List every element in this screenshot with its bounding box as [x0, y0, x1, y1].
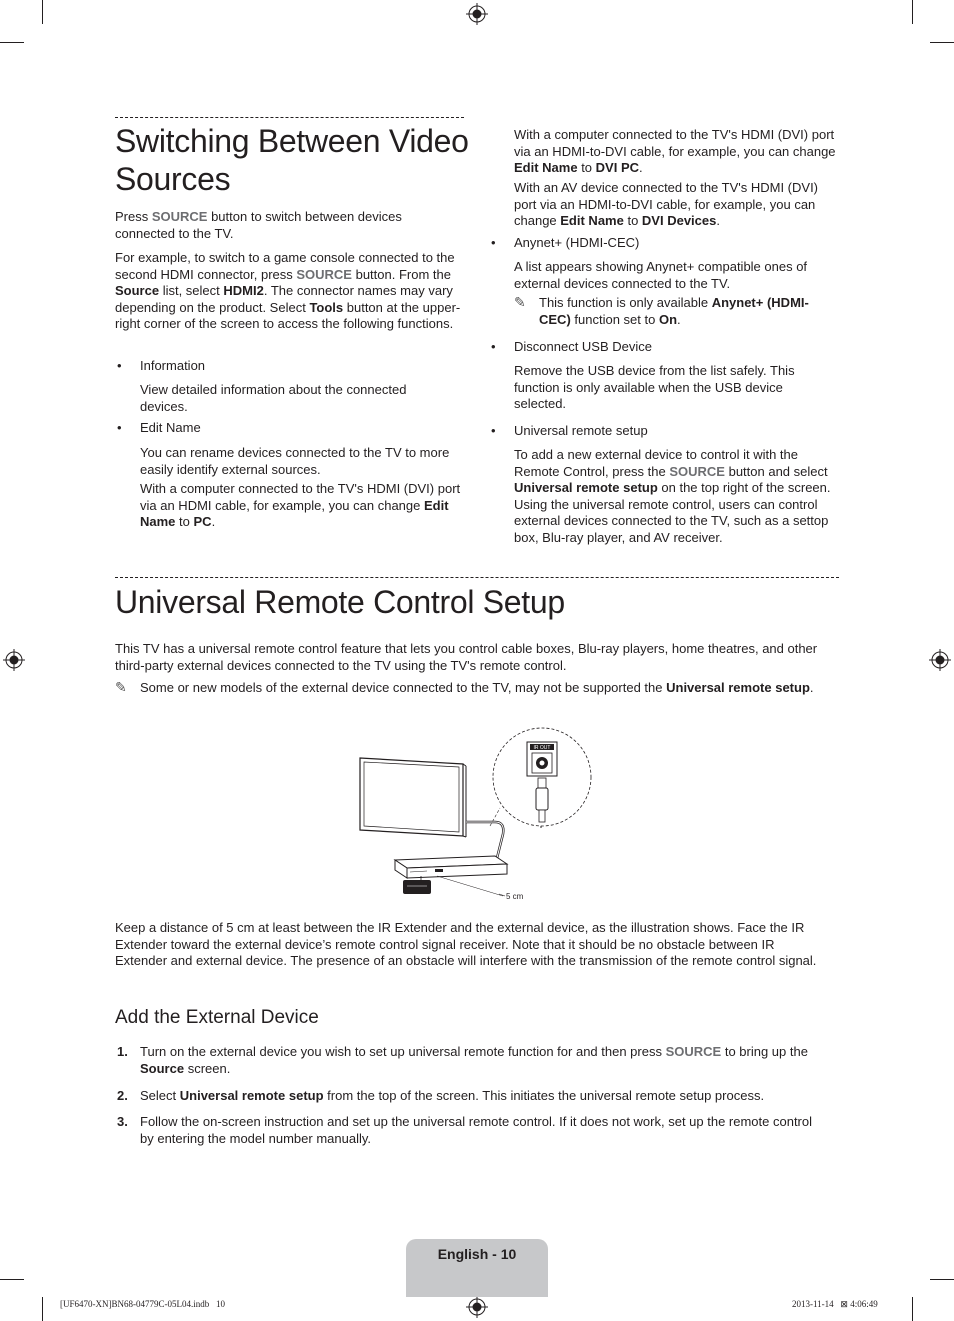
tv-illustration: [360, 758, 466, 837]
list-item-information: • Information: [117, 358, 206, 373]
page-title: Switching Between Video Sources: [115, 123, 469, 197]
section-divider: [115, 577, 839, 578]
step-2: 2. Select Universal remote setup from the top of the screen. This initiates the universal remote setup process.: [117, 1088, 765, 1103]
crop-mark: [42, 1297, 43, 1321]
ir-extender-illustration: [355, 726, 600, 906]
urc-intro-paragraph: This TV has a universal remote control feature that lets you control cable boxes, Blu-ray players, home theatres, and other third-party external devices connected to the TV using the TV's remote control.: [115, 641, 818, 673]
dvi-av-paragraph: With an AV device connected to the TV's HDMI (DVI) port via an HDMI-to-DVI cable, for example, you can change Edit Name to DVI Devices.: [514, 180, 819, 229]
external-device-illustration: [395, 856, 507, 878]
registration-mark-icon: [466, 1296, 488, 1318]
crop-mark: [912, 1297, 913, 1321]
registration-mark-icon: [929, 649, 951, 671]
source-intro-paragraph: Press SOURCE button to switch between devices connected to the TV.: [115, 209, 402, 241]
list-item-disconnect-usb: • Disconnect USB Device: [491, 339, 652, 354]
ir-extender-device: [403, 880, 431, 894]
anynet-description: A list appears showing Anynet+ compatible ones of external devices connected to the TV.: [514, 259, 808, 291]
disconnect-usb-description: Remove the USB device from the list safely. This function is only available when the USB device selected.: [514, 363, 795, 412]
information-description: View detailed information about the connected devices.: [140, 382, 407, 414]
print-file-info: [UF6470-XN]BN68-04779C-05L04.indb 10: [60, 1299, 225, 1309]
urc-note: ✎ Some or new models of the external device connected to the TV, may not be supported the Universal remote setup.: [115, 679, 814, 695]
crop-mark: [0, 1279, 24, 1280]
universal-remote-setup-description: To add a new external device to control it with the Remote Control, press the SOURCE button and select Universal remote setup on the top right of the screen. Using the universal remote control, users can control external devices connected to the TV, such as a settop box, Blu-ray player, and AV receiver.: [514, 447, 831, 545]
pencil-note-icon: ✎: [115, 679, 127, 695]
list-item-universal-remote-setup: • Universal remote setup: [491, 423, 648, 438]
step-3: 3. Follow the on-screen instruction and set up the universal remote control. If it does not work, set up the remote control by entering the model number manually.: [117, 1114, 813, 1146]
crop-mark: [930, 1279, 954, 1280]
distance-instructions-paragraph: Keep a distance of 5 cm at least between the IR Extender and the external device, as the illustration shows. Face the IR Extender toward the external device’s remote control signal receiver. Note that it should be no obstacle between IR Extender and external device. The presence of an obstacle will interfere with the transmission of the remote control signal.: [115, 920, 817, 969]
section-title: Universal Remote Control Setup: [115, 584, 565, 620]
crop-mark: [930, 42, 954, 43]
edit-name-description: You can rename devices connected to the TV to more easily identify external sources.: [140, 445, 450, 477]
edit-name-pc-paragraph: With a computer connected to the TV's HDMI (DVI) port via an HDMI cable, for example, you can change Edit Name to PC.: [140, 481, 461, 530]
print-date-info: 2013-11-14 ⊠ 4:06:49: [792, 1299, 878, 1309]
dvi-pc-paragraph: With a computer connected to the TV's HDMI (DVI) port via an HDMI-to-DVI cable, for example, you can change Edit Name to DVI PC.: [514, 127, 836, 176]
subsection-title: Add the External Device: [115, 1007, 319, 1028]
section-divider: [115, 117, 464, 118]
list-item-anynet: • Anynet+ (HDMI-CEC): [491, 235, 640, 250]
crop-mark: [42, 0, 43, 24]
registration-mark-icon: [466, 3, 488, 25]
registration-mark-icon: [3, 649, 25, 671]
pencil-note-icon: ✎: [514, 294, 526, 310]
ir-out-label: IR OUT: [533, 745, 551, 751]
source-example-paragraph: For example, to switch to a game console connected to the second HDMI connector, press SOURCE button. From the Source list, select HDMI2. The connector names may vary depending on the product. Select Tools button at the upper-right corner of the screen to access the following functions.: [115, 250, 461, 332]
anynet-note: ✎ This function is only available Anynet+ (HDMI-CEC) function set to On.: [514, 294, 809, 327]
crop-mark: [912, 0, 913, 24]
step-1: 1. Turn on the external device you wish to set up universal remote function for and then press SOURCE to bring up the Source screen.: [117, 1044, 808, 1076]
list-item-edit-name: • Edit Name: [117, 420, 201, 435]
page-number: English - 10: [437, 1246, 517, 1262]
crop-mark: [0, 42, 24, 43]
distance-label: 5 cm: [506, 892, 524, 901]
